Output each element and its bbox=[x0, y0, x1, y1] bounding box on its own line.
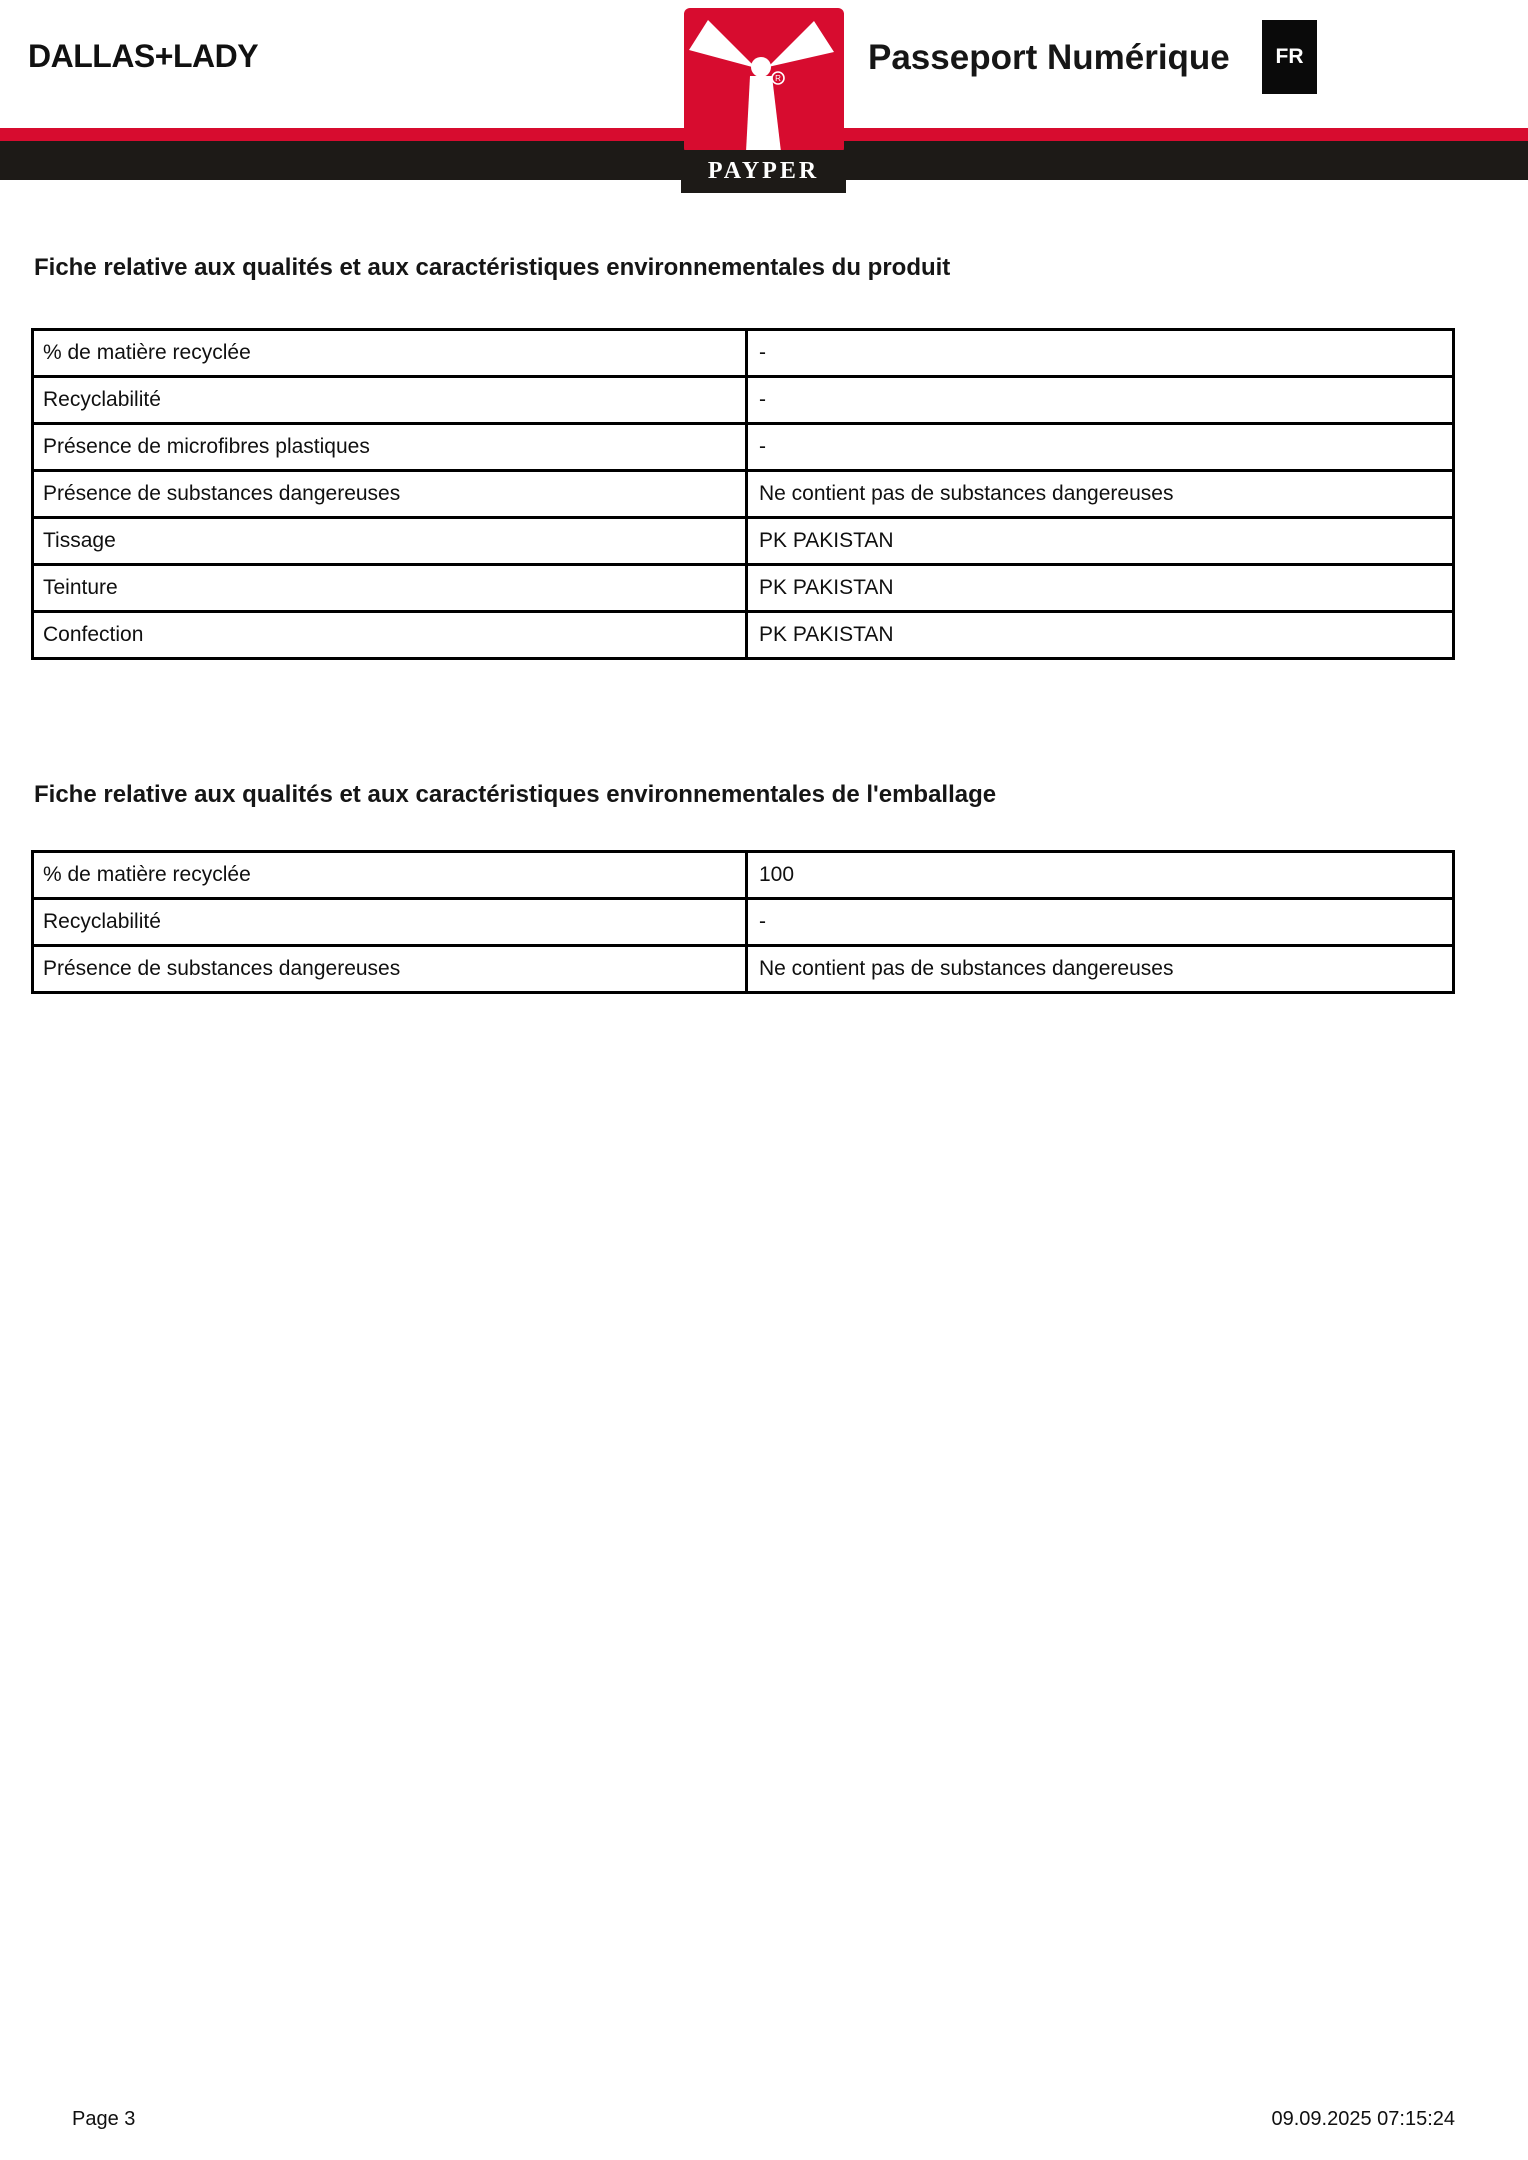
table-row bbox=[34, 900, 1452, 947]
row-value: - bbox=[759, 341, 766, 364]
row-value: Ne contient pas de substances dangereuses bbox=[759, 482, 1174, 505]
row-value: - bbox=[759, 910, 766, 933]
language-badge bbox=[1262, 20, 1317, 94]
table-row bbox=[34, 853, 1452, 900]
row-label: Confection bbox=[34, 613, 748, 657]
row-value: PK PAKISTAN bbox=[759, 529, 894, 552]
product-table bbox=[31, 328, 1455, 660]
table-row bbox=[34, 566, 1452, 613]
row-label: Présence de substances dangereuses bbox=[34, 947, 748, 991]
table-row bbox=[34, 378, 1452, 425]
svg-text:R: R bbox=[775, 74, 781, 83]
row-label: Teinture bbox=[34, 566, 748, 610]
row-label: Présence de microfibres plastiques bbox=[34, 425, 748, 469]
pinwheel-icon bbox=[684, 8, 844, 154]
table-row bbox=[34, 331, 1452, 378]
page-number: Page 3 bbox=[72, 2108, 136, 2130]
language-badge-label: FR bbox=[1275, 45, 1304, 68]
table-row bbox=[34, 613, 1452, 657]
page-title: Passeport Numérique bbox=[868, 38, 1230, 77]
row-value: PK PAKISTAN bbox=[759, 576, 894, 599]
row-value: - bbox=[759, 435, 766, 458]
row-label: Présence de substances dangereuses bbox=[34, 472, 748, 516]
packaging-table bbox=[31, 850, 1455, 994]
row-value: 100 bbox=[759, 863, 795, 886]
table-row bbox=[34, 472, 1452, 519]
row-label: Recyclabilité bbox=[34, 378, 748, 422]
section-title-packaging: Fiche relative aux qualités et aux caractéristiques environnementales de l'emballage bbox=[34, 781, 997, 808]
row-label: Recyclabilité bbox=[34, 900, 748, 944]
row-label: % de matière recyclée bbox=[34, 331, 748, 375]
row-value: Ne contient pas de substances dangereuses bbox=[759, 957, 1174, 980]
product-name: DALLAS+LADY bbox=[28, 38, 259, 74]
table-row bbox=[34, 947, 1452, 991]
payper-logo bbox=[684, 8, 844, 154]
table-row bbox=[34, 519, 1452, 566]
timestamp: 09.09.2025 07:15:24 bbox=[1271, 2108, 1455, 2130]
row-label: Tissage bbox=[34, 519, 748, 563]
section-title-product: Fiche relative aux qualités et aux caractéristiques environnementales du produit bbox=[34, 254, 951, 281]
payper-wordmark-box bbox=[681, 150, 846, 193]
table-row bbox=[34, 425, 1452, 472]
row-value: - bbox=[759, 388, 766, 411]
payper-wordmark: PAYPER bbox=[707, 158, 820, 184]
row-label: % de matière recyclée bbox=[34, 853, 748, 897]
row-value: PK PAKISTAN bbox=[759, 623, 894, 646]
